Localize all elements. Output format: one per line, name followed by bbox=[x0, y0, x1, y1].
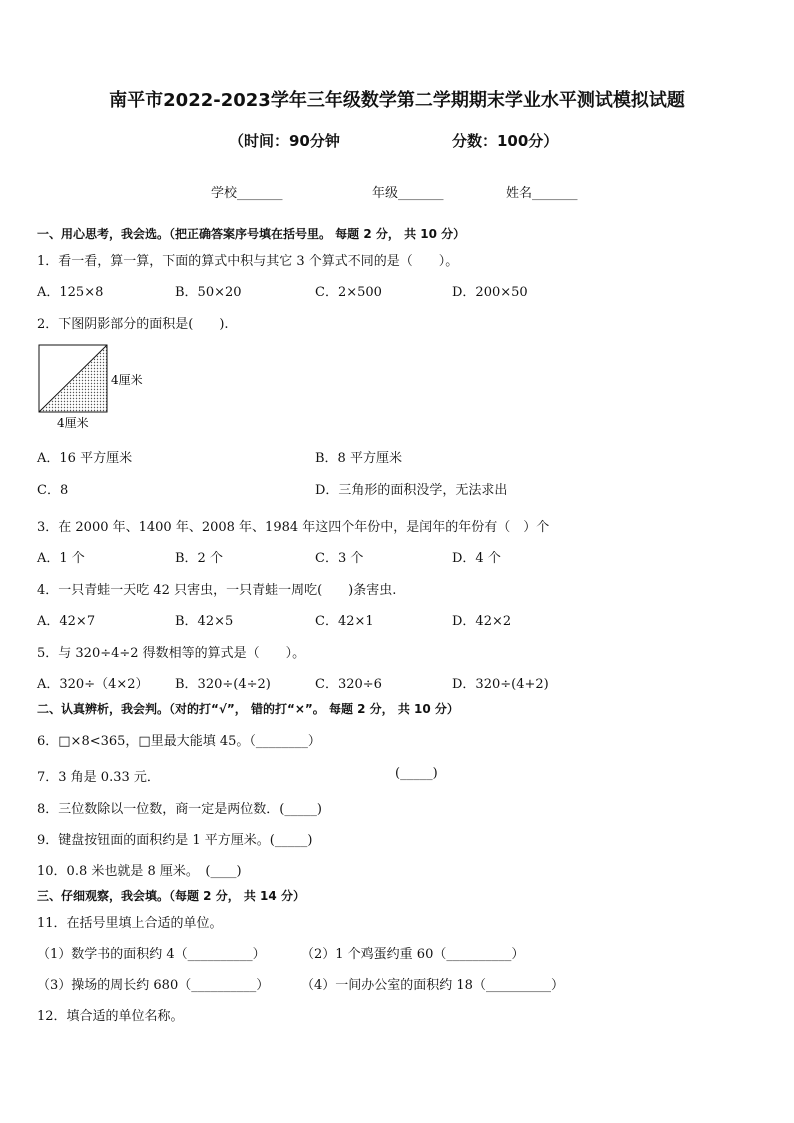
q4-option-a: A．42×7 bbox=[37, 614, 96, 629]
q4-option-b: B．42×5 bbox=[175, 614, 234, 629]
q1-option-c: C．2×500 bbox=[315, 285, 382, 300]
q5-option-d: D．320÷(4+2) bbox=[452, 677, 549, 692]
q5-option-b: B．320÷(4÷2) bbox=[175, 677, 271, 692]
name-field: 姓名_______ bbox=[506, 186, 578, 201]
question-12: 12．填合适的单位名称。 bbox=[37, 1009, 184, 1024]
q11-item-3: （3）操场的周长约 680（__________） bbox=[37, 978, 270, 993]
section-3-heading: 三、仔细观察，我会填。（每题 2 分， 共 14 分） bbox=[37, 889, 305, 903]
question-5: 5．与 320÷4÷2 得数相等的算式是（ ）。 bbox=[37, 646, 306, 661]
question-7-blank: (_____) bbox=[395, 766, 438, 781]
q2-option-b: B．8 平方厘米 bbox=[315, 451, 402, 466]
question-8: 8．三位数除以一位数，商一定是两位数．(_____) bbox=[37, 802, 322, 817]
q3-option-d: D．4 个 bbox=[452, 551, 501, 566]
q11-item-4: （4）一间办公室的面积约 18（__________） bbox=[301, 978, 564, 993]
q4-option-c: C．42×1 bbox=[315, 614, 374, 629]
q2-option-d: D．三角形的面积没学，无法求出 bbox=[315, 483, 508, 498]
shaded-square-figure bbox=[30, 340, 160, 432]
school-field: 学校_______ bbox=[211, 186, 283, 201]
question-9: 9．键盘按钮面的面积约是 1 平方厘米。(_____) bbox=[37, 833, 313, 848]
q3-option-c: C．3 个 bbox=[315, 551, 364, 566]
q1-option-a: A．125×8 bbox=[37, 285, 104, 300]
q5-option-c: C．320÷6 bbox=[315, 677, 382, 692]
page-title: 南平市2022-2023学年三年级数学第二学期期末学业水平测试模拟试题 bbox=[109, 90, 685, 111]
question-1: 1．看一看，算一算，下面的算式中积与其它 3 个算式不同的是（ ）。 bbox=[37, 254, 459, 269]
exam-score: 分数：100分） bbox=[452, 132, 559, 150]
q3-option-b: B．2 个 bbox=[175, 551, 223, 566]
question-3: 3．在 2000 年、1400 年、2008 年、1984 年这四个年份中，是闰年的年份有（ ）个 bbox=[37, 520, 550, 535]
q11-item-1: （1）数学书的面积约 4（__________） bbox=[37, 947, 266, 962]
question-11: 11．在括号里填上合适的单位。 bbox=[37, 916, 223, 931]
section-2-heading: 二、认真辨析，我会判。（对的打“√”， 错的打“×”。 每题 2 分， 共 10 分） bbox=[37, 702, 459, 716]
q4-option-d: D．42×2 bbox=[452, 614, 512, 629]
question-10: 10．0.8 米也就是 8 厘米。 (____) bbox=[37, 864, 242, 879]
question-4: 4．一只青蛙一天吃 42 只害虫，一只青蛙一周吃( )条害虫. bbox=[37, 583, 397, 598]
section-1-heading: 一、用心思考，我会选。（把正确答案序号填在括号里。 每题 2 分， 共 10 分） bbox=[37, 227, 466, 241]
q1-option-d: D．200×50 bbox=[452, 285, 528, 300]
q5-option-a: A．320÷（4×2） bbox=[37, 677, 149, 692]
question-6: 6．□×8<365，□里最大能填 45。（________） bbox=[37, 734, 321, 749]
q2-option-c: C．8 bbox=[37, 483, 69, 498]
q11-item-2: （2）1 个鸡蛋约重 60（__________） bbox=[301, 947, 525, 962]
q3-option-a: A．1 个 bbox=[37, 551, 85, 566]
grade-field: 年级_______ bbox=[372, 186, 444, 201]
exam-time: （时间：90分钟 bbox=[229, 132, 340, 150]
q1-option-b: B．50×20 bbox=[175, 285, 242, 300]
question-7: 7．3 角是 0.33 元． bbox=[37, 770, 160, 785]
q2-option-a: A．16 平方厘米 bbox=[37, 451, 133, 466]
question-2: 2．下图阴影部分的面积是( ). bbox=[37, 317, 229, 332]
side-label-right: 4厘米 bbox=[111, 373, 143, 387]
side-label-bottom: 4厘米 bbox=[57, 416, 89, 430]
